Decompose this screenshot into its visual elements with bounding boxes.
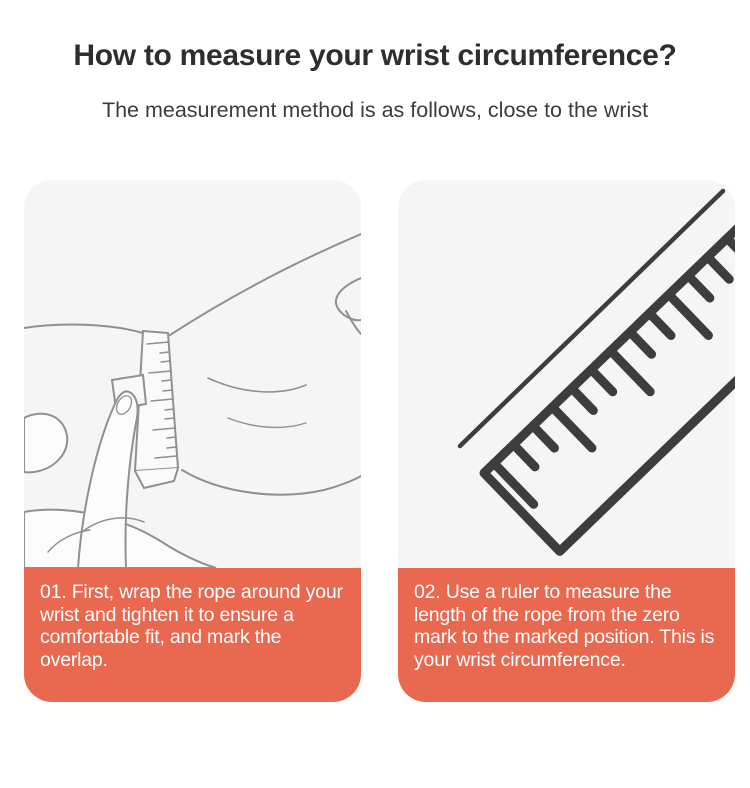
infographic-page xyxy=(0,38,750,788)
step-panel-1 xyxy=(24,180,361,702)
page-title: How to measure your wrist circumference? xyxy=(73,39,677,72)
step-1-illustration-area xyxy=(24,180,361,568)
page-subtitle: The measurement method is as follows, close to the wrist xyxy=(101,98,649,122)
thumb xyxy=(24,414,67,473)
step-panels xyxy=(24,180,750,702)
wrist-measure-illustration xyxy=(24,180,361,568)
step-panel-2 xyxy=(398,180,735,702)
arm-outline xyxy=(24,234,361,495)
step-2-description: 02. Use a ruler to measure the length of the rope from the zero mark to the marked position. This is your wrist circumference. xyxy=(398,568,735,702)
step-1-description: 01. First, wrap the rope around your wrist and tighten it to ensure a comfortable fit, and mark the overlap. xyxy=(24,568,361,702)
ruler-illustration xyxy=(398,180,735,568)
step-2-illustration-area xyxy=(398,180,735,568)
ruler xyxy=(484,208,735,552)
pointing-hand xyxy=(24,391,216,568)
